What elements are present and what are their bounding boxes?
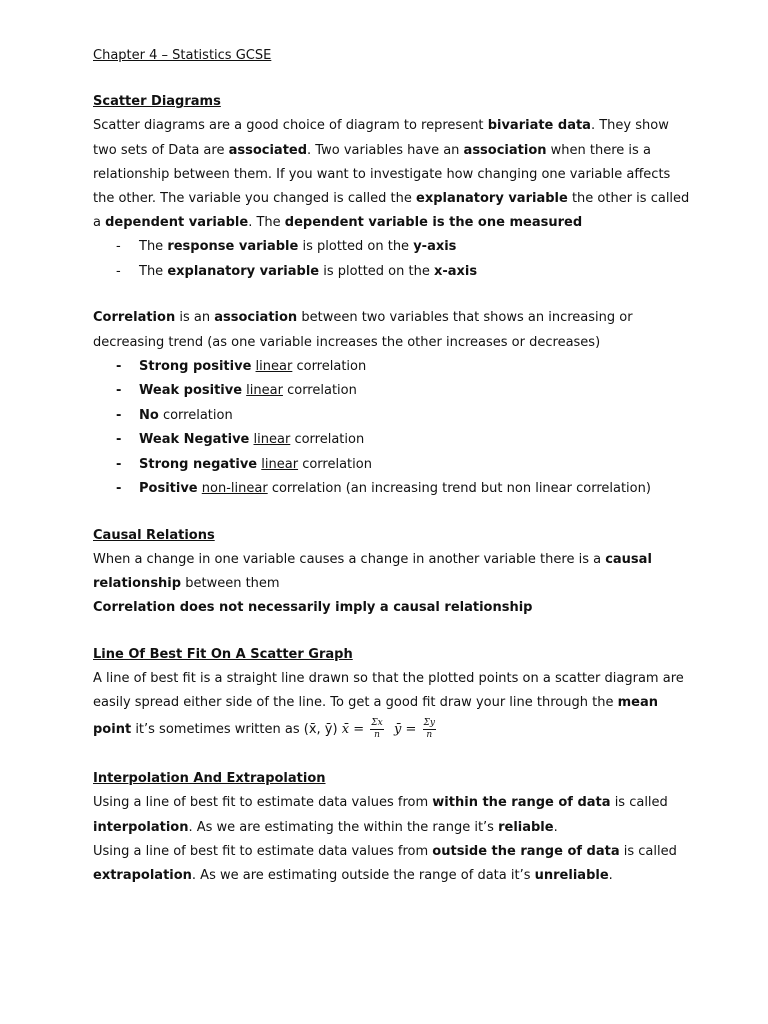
interp-paragraph: [93, 791, 693, 839]
list-item: [116, 428, 693, 453]
term-unreliable: unreliable: [534, 868, 609, 884]
correlation-rest: correlation (an increasing trend but non linear correlation): [271, 481, 651, 497]
causal-heading: [93, 524, 693, 548]
interp-text-4: .: [553, 819, 558, 835]
term-dependent-variable: dependent variable: [105, 215, 249, 231]
correlation-rest: correlation: [296, 358, 367, 374]
equals-sign: =: [405, 722, 417, 738]
extrap-text-1: Using a line of best fit to estimate data values from: [93, 843, 429, 859]
correlation-type: Weak Negative: [139, 432, 250, 448]
dash-bullet: -: [116, 263, 121, 279]
list-item: [116, 235, 693, 260]
scatter-text-4: when there is a relationship between them. If you want to investigate how changing one variable affects the other. The variable you changed is called the: [93, 142, 671, 207]
correlation-type: Strong positive: [139, 358, 252, 374]
list-text: is plotted on the: [323, 263, 430, 279]
term-causal-relationship: causal relationship: [93, 552, 652, 592]
correlation-linearity: linear: [246, 383, 283, 399]
bestfit-paragraph: [93, 667, 693, 745]
correlation-types-list: [93, 355, 693, 502]
list-text: is plotted on the: [302, 239, 410, 255]
term-associated: associated: [228, 142, 308, 158]
dash-bullet: -: [116, 432, 122, 448]
correlation-type: Strong negative: [139, 456, 258, 472]
term-explanatory-variable: explanatory variable: [416, 191, 568, 207]
dependent-measured-note: dependent variable is the one measured: [284, 215, 583, 231]
list-item: [116, 477, 693, 502]
causal-text-2: between them: [185, 576, 280, 592]
scatter-paragraph: [93, 114, 693, 235]
correlation-paragraph: [93, 306, 693, 354]
list-text: The: [139, 263, 164, 279]
term-association: association: [463, 142, 547, 158]
correlation-type: Weak positive: [139, 383, 243, 399]
correlation-rest: correlation: [162, 407, 233, 423]
interp-text-1: Using a line of best fit to estimate data values from: [93, 795, 429, 811]
interp-heading-text: Interpolation And Extrapolation: [93, 771, 326, 787]
scatter-text-3: . Two variables have an: [307, 142, 460, 158]
causal-note-text: Correlation does not necessarily imply a causal relationship: [93, 600, 533, 616]
x-bar-symbol: x̄: [341, 722, 350, 738]
dash-bullet: -: [116, 407, 122, 423]
mean-point-notation: (x̄, ȳ): [303, 722, 338, 738]
y-bar-symbol: ȳ: [393, 722, 402, 738]
scatter-text-5: the other is called a: [93, 191, 690, 231]
axis-list: [93, 235, 693, 284]
sigma-x: Σx: [371, 718, 383, 729]
list-item: [116, 404, 693, 429]
scatter-heading: [93, 90, 693, 114]
term-extrapolation: extrapolation: [93, 868, 192, 884]
dash-bullet: -: [116, 481, 122, 497]
correlation-text-1: is an: [179, 310, 211, 326]
term-interpolation: interpolation: [93, 819, 189, 835]
term-mean-point: mean point: [93, 695, 658, 738]
bestfit-heading-text: Line Of Best Fit On A Scatter Graph: [93, 646, 353, 662]
list-item: [116, 379, 693, 404]
correlation-linearity: linear: [255, 358, 293, 374]
scatter-text-6: . The: [248, 215, 281, 231]
list-item: [116, 453, 693, 478]
correlation-type: No: [139, 407, 159, 423]
scatter-text-2: . They show two sets of Data are: [93, 118, 669, 158]
extrap-text-2: is called: [623, 843, 677, 859]
mean-formula: [303, 718, 438, 741]
equals-sign: =: [353, 722, 365, 738]
extrap-text-4: .: [608, 868, 613, 884]
term-correlation: Correlation: [93, 310, 176, 326]
dash-bullet: -: [116, 239, 121, 255]
x-mean-fraction: [370, 718, 383, 741]
correlation-linearity: linear: [261, 456, 299, 472]
term-explanatory-variable: explanatory variable: [167, 263, 320, 279]
correlation-linearity: linear: [253, 432, 291, 448]
list-text: The: [139, 239, 164, 255]
denominator-n: n: [426, 730, 433, 741]
document-content: [93, 44, 693, 888]
term-response-variable: response variable: [167, 239, 299, 255]
page-title: [93, 44, 693, 68]
term-y-axis: y-axis: [413, 239, 457, 255]
interp-text-3: . As we are estimating the within the range it’s: [188, 819, 494, 835]
correlation-rest: correlation: [302, 456, 372, 472]
extrap-paragraph: [93, 840, 693, 888]
interp-heading: [93, 767, 693, 791]
correlation-type: Positive: [139, 481, 198, 497]
correlation-linearity: non-linear: [201, 481, 268, 497]
term-x-axis: x-axis: [433, 263, 478, 279]
dash-bullet: -: [116, 456, 122, 472]
causal-heading-text: Causal Relations: [93, 527, 215, 543]
term-reliable: reliable: [498, 819, 554, 835]
term-outside-range: outside the range of data: [432, 843, 620, 859]
bestfit-heading: [93, 643, 693, 667]
extrap-text-3: . As we are estimating outside the range of data it’s: [191, 868, 531, 884]
term-bivariate-data: bivariate data: [487, 118, 591, 134]
list-item: [116, 260, 693, 285]
causal-paragraph: [93, 548, 693, 596]
y-mean-fraction: [423, 718, 436, 741]
bestfit-text-2: it’s sometimes written as: [135, 722, 300, 738]
list-item: [116, 355, 693, 380]
scatter-text-1: Scatter diagrams are a good choice of diagram to represent: [93, 118, 484, 134]
title-text: Chapter 4 – Statistics GCSE: [93, 48, 272, 63]
term-within-range: within the range of data: [432, 795, 611, 811]
dash-bullet: -: [116, 383, 122, 399]
causal-text-1: When a change in one variable causes a change in another variable there is a: [93, 552, 602, 568]
scatter-heading-text: Scatter Diagrams: [93, 94, 221, 110]
term-association: association: [214, 310, 298, 326]
dash-bullet: -: [116, 358, 122, 374]
bestfit-text-1: A line of best fit is a straight line drawn so that the plotted points on a scatter diagram are easily spread either side of the line. To get a good fit draw your line through the: [93, 670, 684, 711]
sigma-y: Σy: [423, 718, 435, 729]
causal-note: [93, 596, 693, 620]
correlation-rest: correlation: [294, 432, 365, 448]
interp-text-2: is called: [614, 795, 668, 811]
correlation-text-2: between two variables that shows an increasing or decreasing trend (as one variable increases the other increases or decreases): [93, 310, 633, 350]
denominator-n: n: [374, 730, 380, 741]
correlation-rest: correlation: [287, 383, 357, 399]
